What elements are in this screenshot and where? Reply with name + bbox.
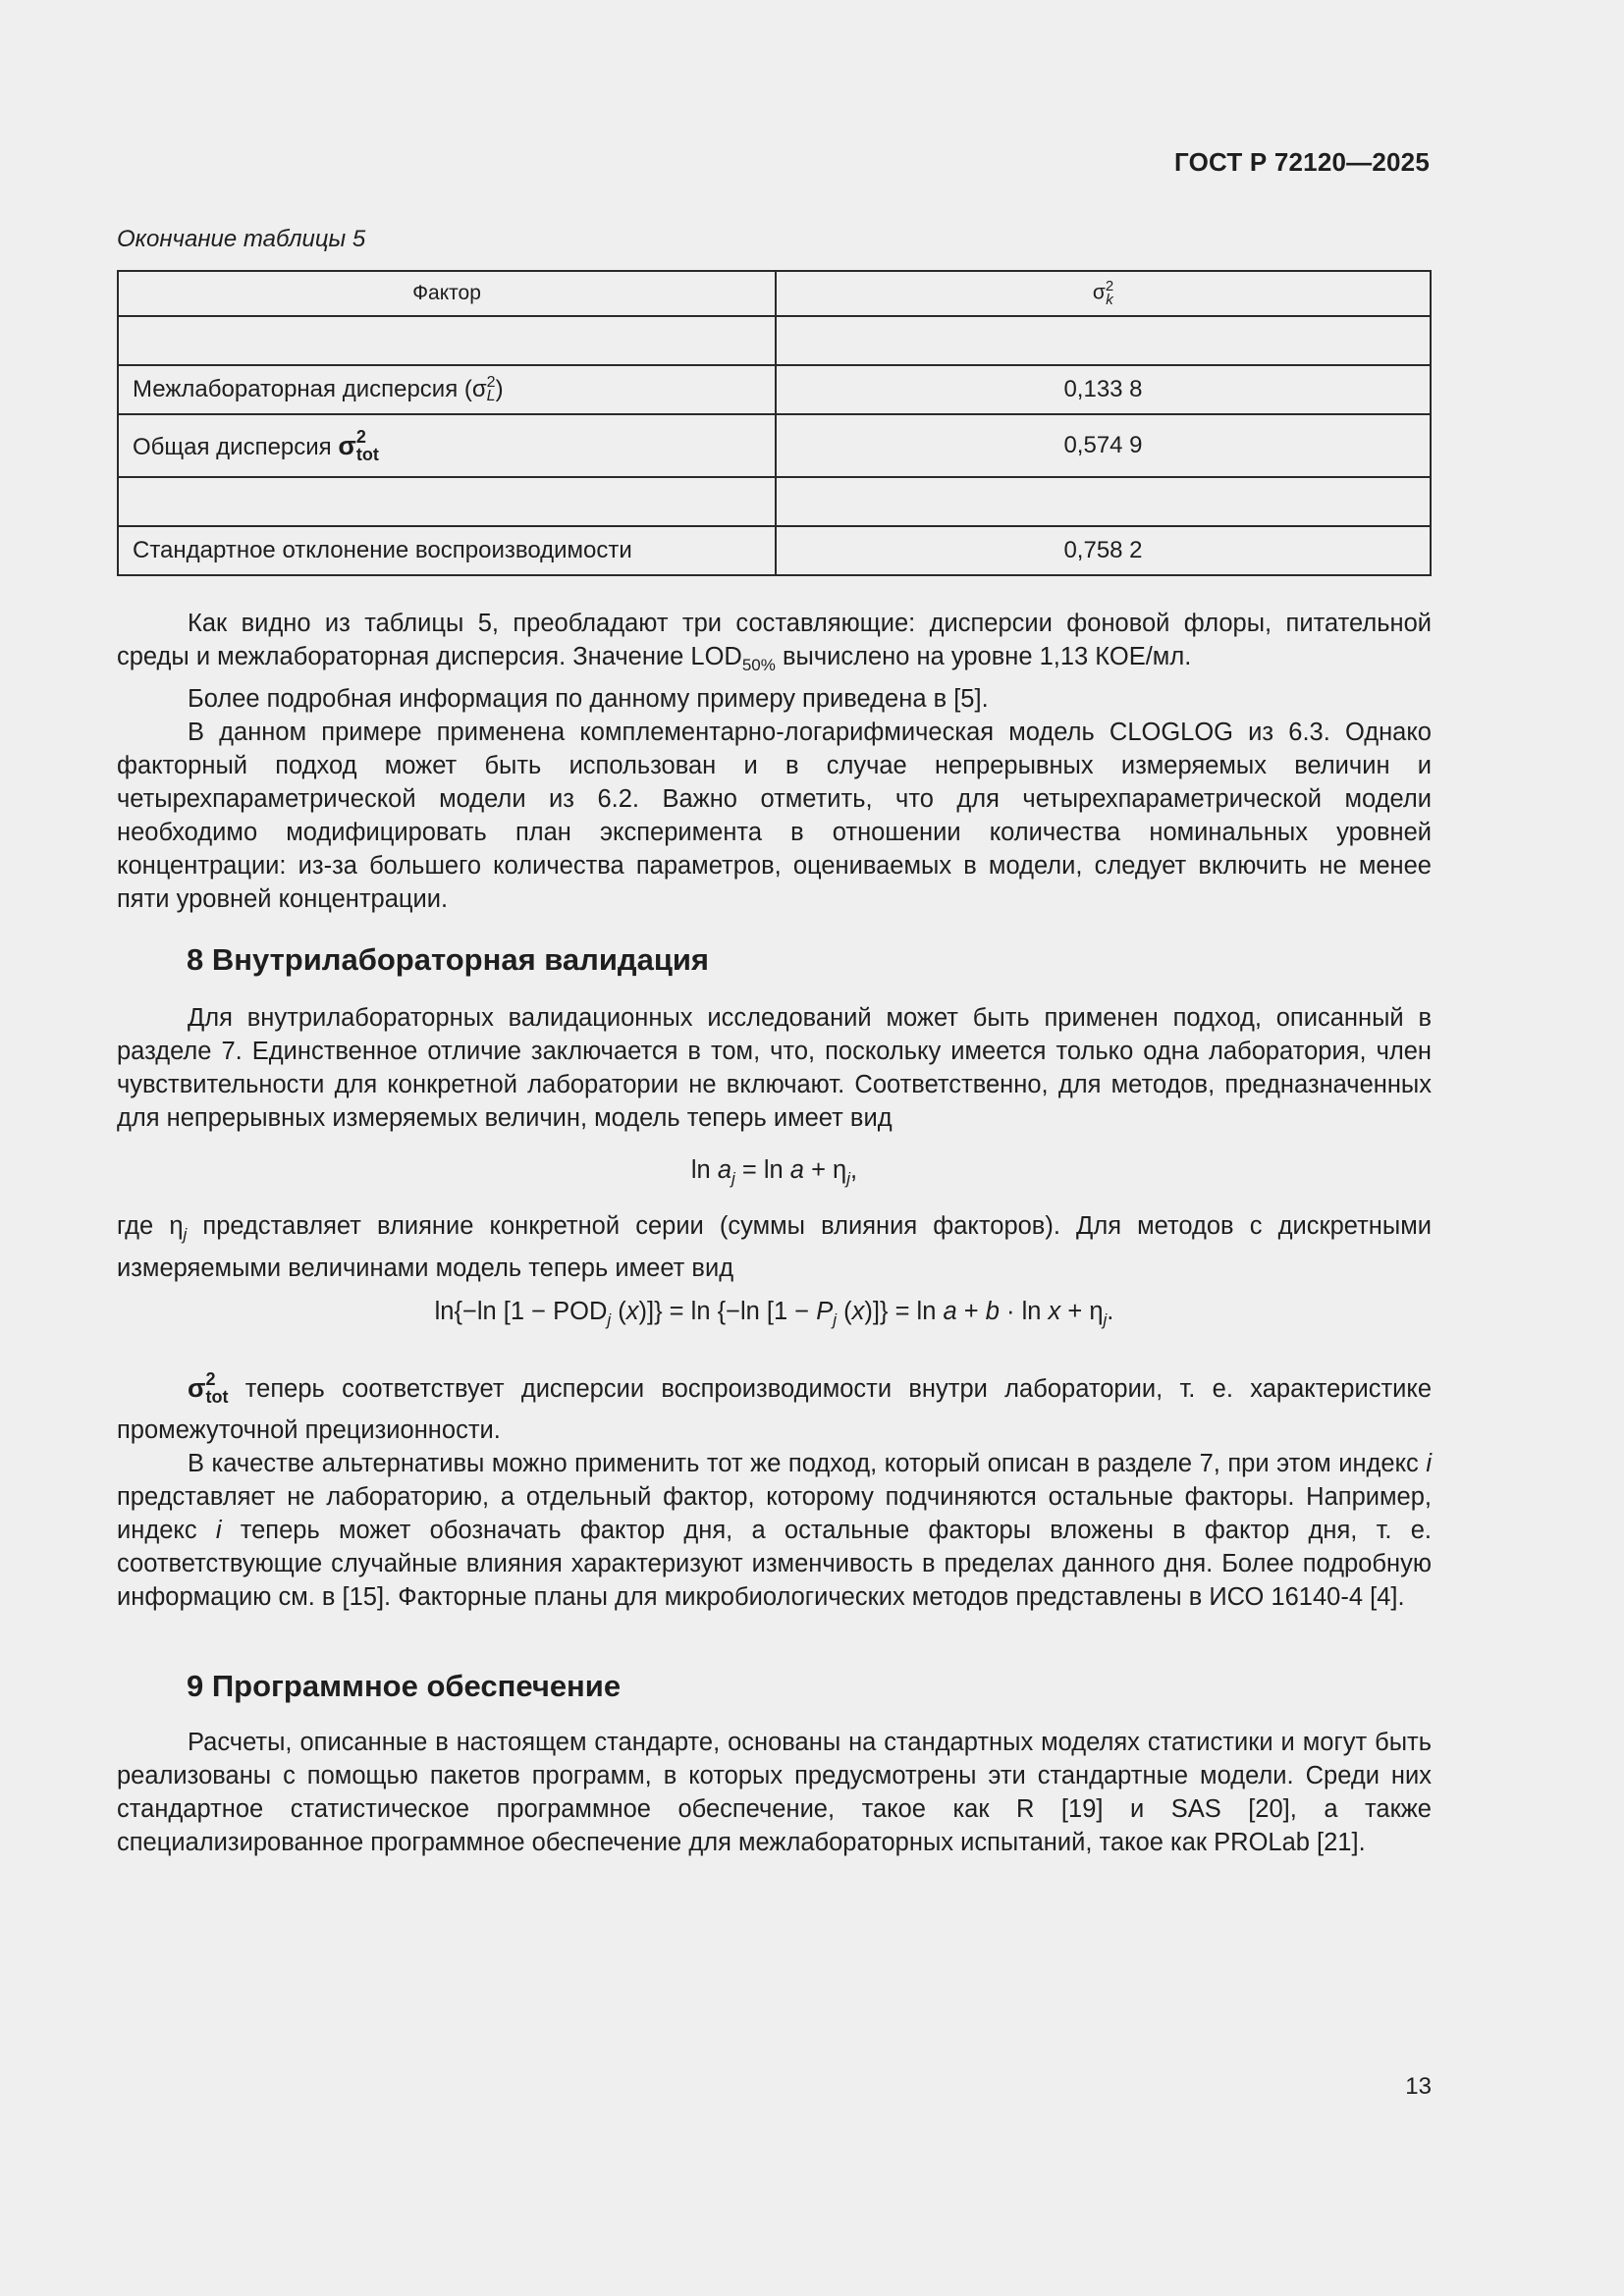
sigma-tot-symbol: $\sigma^2_{tot}$ <box>338 426 379 464</box>
row-value: 0,574 9 <box>776 414 1431 477</box>
sigma-tot-symbol: $\sigma^2_{tot}$ <box>188 1369 229 1407</box>
header-factor: Фактор <box>118 271 776 316</box>
section8-text-continued <box>117 1362 1432 1614</box>
table-caption: Окончание таблицы 5 <box>117 226 366 252</box>
row-label: Стандартное отклонение воспроизводимости <box>118 526 776 575</box>
paragraph: В качестве альтернативы можно применить тот же подход, который описан в разделе 7, при этом индекс i представляет не лабораторию, а отдельный фактор, которому подчиняются остальные факторы. Например, индекс i теперь может обозначать фактор дня, а остальные факторы вложены в фактор дня, т. е. соответствующие случайные влияния характеризуют изменчивость в пределах данного дня. Более подробную информацию см. в [15]. Факторные планы для микробиологических методов представлены в ИСО 16140-4 [4]. <box>117 1450 1432 1611</box>
table-row-empty <box>118 477 1431 526</box>
row-label: Общая дисперсия $\sigma^2_{tot}$ <box>118 414 776 477</box>
table-row <box>118 365 1431 414</box>
section-heading-8: 8 Внутрилабораторная валидация <box>187 942 710 977</box>
header-sigma-symbol: σ <box>1092 281 1106 304</box>
section7-text <box>117 607 1432 916</box>
row-value: 0,758 2 <box>776 526 1431 575</box>
header-sigma-sub: k <box>1106 292 1113 308</box>
formula-discrete: ln{−ln [$1 - POD_j$ (x)]} = ln {−ln [$1 - P_j$ $(x)]\} = \ln a + b \cdot \ln x + \eta_j$. <box>434 1298 1114 1330</box>
paragraph: где $\eta_j$ представляет влияние конкретной серии (суммы влияния факторов). Для методов с дискретными измеряемыми величинами модель теперь имеет вид <box>117 1212 1432 1283</box>
table-row <box>118 526 1431 575</box>
formula-explanation <box>117 1209 1432 1285</box>
paragraph: Более подробная информация по данному примеру приведена в [5]. <box>188 685 989 714</box>
page-number: 13 <box>1405 2073 1432 2100</box>
standard-designation: ГОСТ Р 72120—2025 <box>1174 147 1430 177</box>
header-sigma-sup: 2 <box>1105 278 1114 294</box>
variance-table <box>117 270 1432 576</box>
formula-continuous: $\ln a_j = \ln a + \eta_j$, <box>690 1156 858 1189</box>
paragraph: Для внутрилабораторных валидационных исследований может быть применен подход, описанный в разделе 7. Единственное отличие заключается в том, что, поскольку имеется только одна лаборатория, член чувствительности для конкретной лаборатории не включают. Соответственно, для методов, предназначенных для непрерывных измеряемых величин, модель теперь имеет вид <box>117 1004 1432 1132</box>
header-sigma <box>776 271 1431 316</box>
paragraph: Расчеты, описанные в настоящем стандарте, основаны на стандартных моделях статистики и могут быть реализованы с помощью пакетов программ, в которых предусмотрены эти стандартные модели. Среди них стандартное статистическое программное обеспечение, такое как R [19] и SAS [20], а также специализированное программное обеспечение для межлабораторных испытаний, такое как PROLab [21]. <box>117 1729 1432 1856</box>
paragraph: В данном примере применена комплементарно-логарифмическая модель CLOGLOG из 6.3. Однако факторный подход может быть использован и в случае непрерывных измеряемых величин и четырехпараметрической модели из 6.2. Важно отметить, что для четырехпараметрической модели необходимо модифицировать план эксперимента в отношении количества номинальных уровней концентрации: из-за большего количества параметров, оцениваемых в модели, следует включить не менее пяти уровней концентрации. <box>117 719 1432 914</box>
table-header-row <box>118 271 1431 316</box>
table-row <box>118 414 1431 477</box>
section8-text <box>117 1001 1432 1135</box>
section-heading-9: 9 Программное обеспечение <box>187 1669 622 1703</box>
paragraph: $\sigma^2_{tot}$ теперь соответствует дисперсии воспроизводимости внутри лаборатории, т. е. характеристике промежуточной прецизионности. <box>117 1369 1432 1444</box>
row-value: 0,133 8 <box>776 365 1431 414</box>
paragraph: Как видно из таблицы 5, преобладают три составляющие: дисперсии фоновой флоры, питательной среды и межлабораторная дисперсия. Значение $LOD_{50\%}$ вычислено на уровне 1,13 КОЕ/мл. <box>117 610 1432 675</box>
row-label: Межлабораторная дисперсия (σ 2 L ) <box>118 365 776 414</box>
section9-text <box>117 1726 1432 1859</box>
table-row-empty <box>118 316 1431 365</box>
